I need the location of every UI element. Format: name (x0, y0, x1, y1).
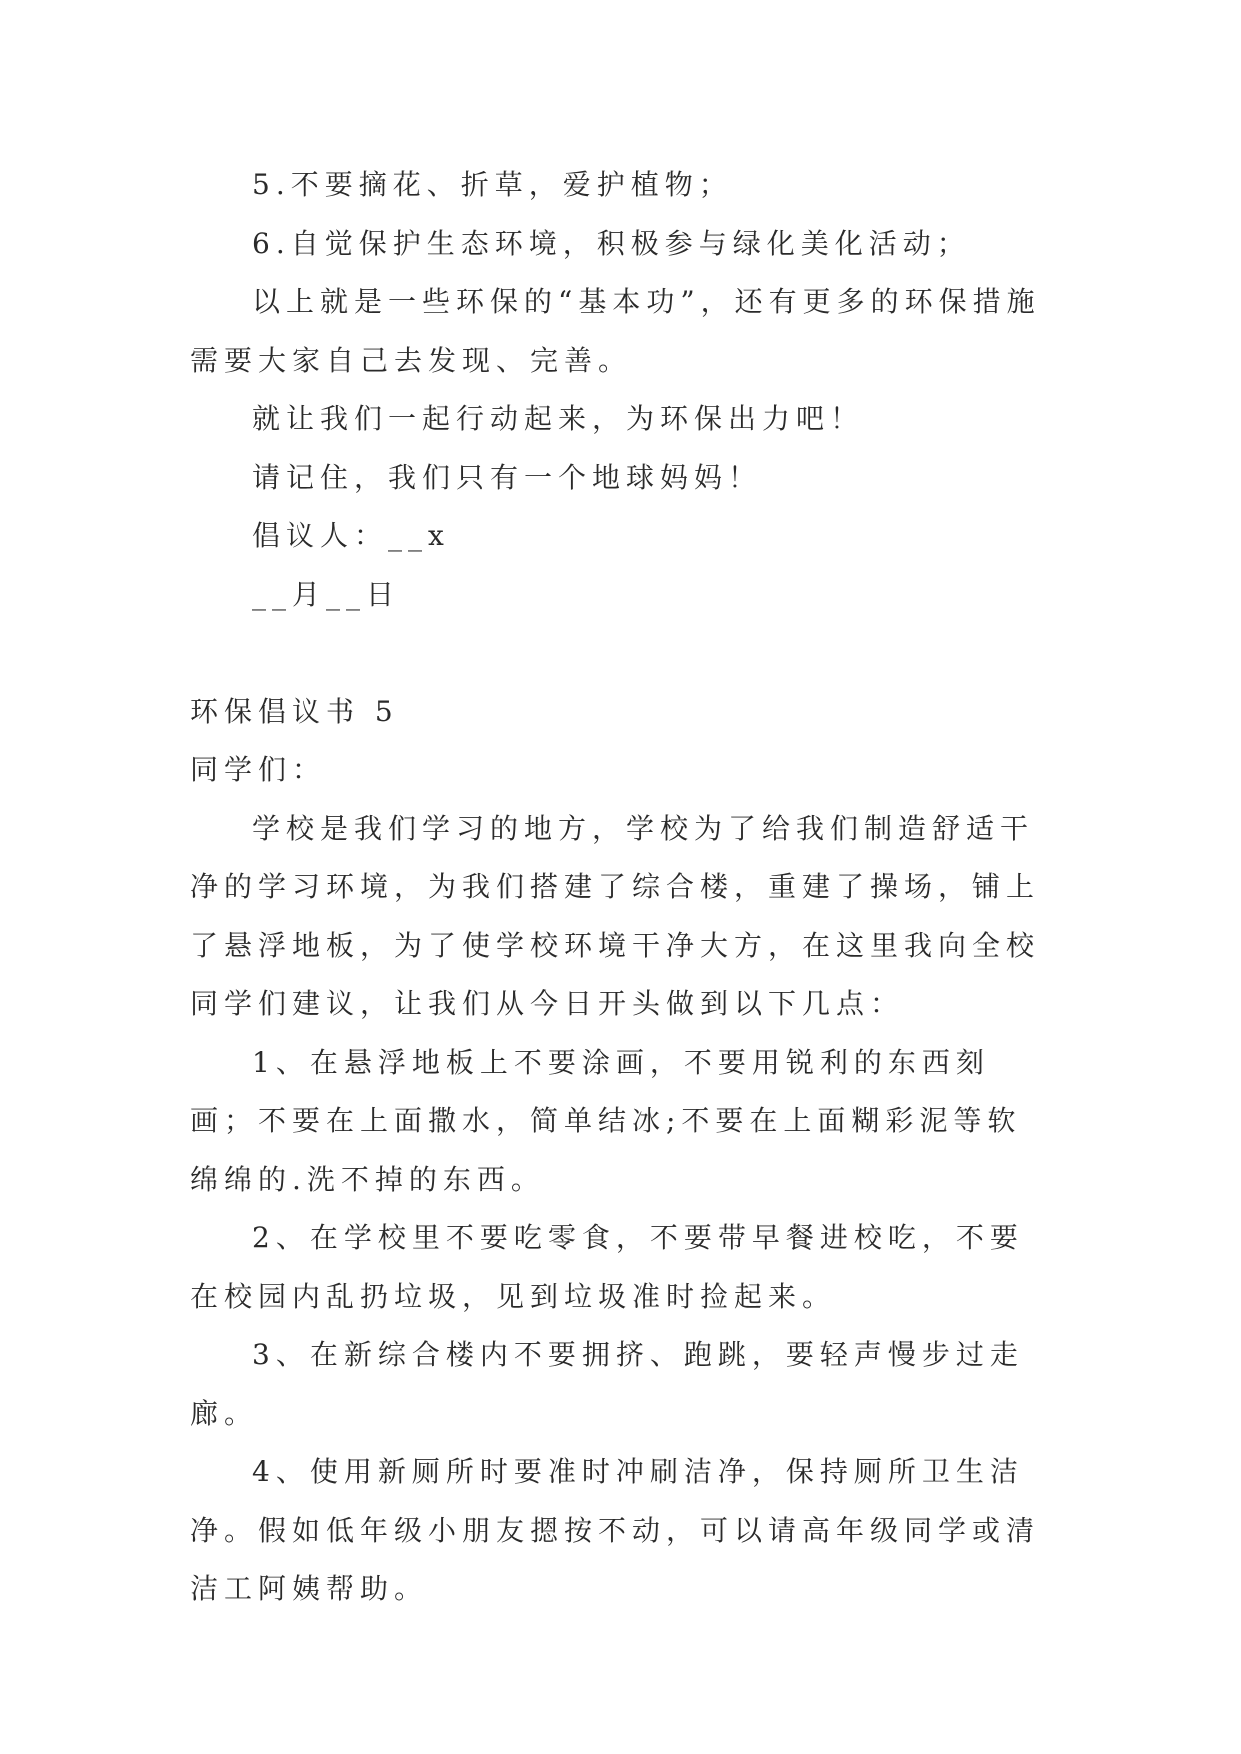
summary-paragraph: 以上就是一些环保的“基本功”，还有更多的环保措施需要大家自己去发现、完善。 (190, 285, 1041, 377)
reminder: 请记住，我们只有一个地球妈妈！ (252, 460, 763, 494)
section-gap (190, 624, 1050, 683)
proposer-line: 倡议人：__x (252, 519, 450, 552)
rule-4: 4、使用新厕所时要准时冲刷洁净，保持厕所卫生洁净。假如低年级小朋友摁按不动，可以请高年级同学或清洁工阿姨帮助。 (190, 1455, 1041, 1605)
document-body (190, 156, 1050, 1619)
date-line: __月__日 (252, 577, 401, 611)
call-to-action: 就让我们一起行动起来，为环保出力吧！ (252, 402, 865, 435)
salutation: 同学们： (190, 753, 327, 786)
section-title: 环保倡议书 5 (190, 694, 399, 728)
rule-1: 1、在悬浮地板上不要涂画，不要用锐利的东西刻画；不要在上面撒水，简单结冰;不要在上面糊彩泥等软绵绵的.洗不掉的东西。 (190, 1045, 1022, 1196)
rule-3: 3、在新综合楼内不要拥挤、跑跳，要轻声慢步过走廊。 (190, 1338, 1024, 1430)
item-5: 5.不要摘花、折草，爱护植物； (252, 168, 733, 201)
intro-paragraph: 学校是我们学习的地方，学校为了给我们制造舒适干净的学习环境，为我们搭建了综合楼，重建了操场，铺上了悬浮地板，为了使学校环境干净大方，在这里我向全校同学们建议，让我们从今日开头做到以下几点： (190, 811, 1041, 1020)
rule-2: 2、在学校里不要吃零食，不要带早餐进校吃，不要在校园内乱扔垃圾，见到垃圾准时捡起来。 (190, 1221, 1024, 1313)
item-6: 6.自觉保护生态环境，积极参与绿化美化活动； (252, 226, 971, 260)
